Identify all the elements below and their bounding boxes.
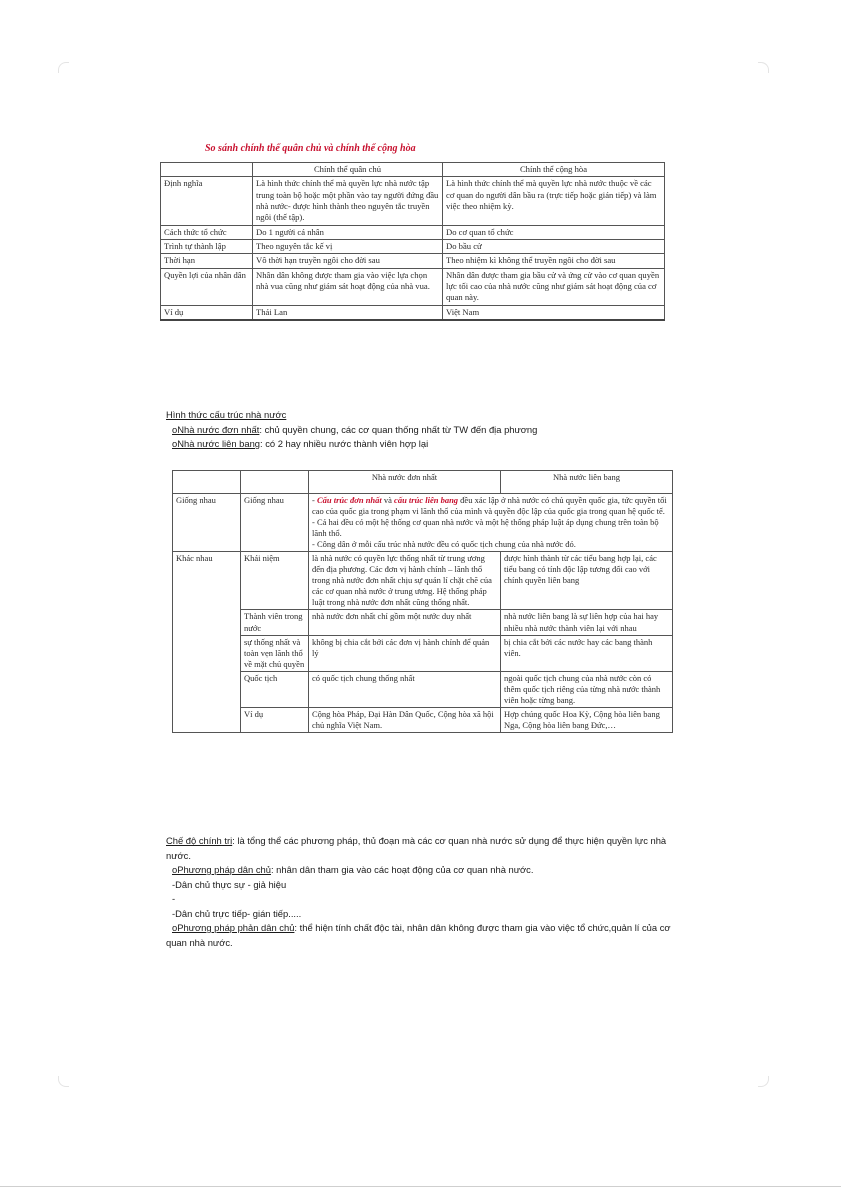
page-corner-mark (758, 1076, 769, 1087)
table-cell: Nhân dân không được tham gia vào việc lựa chọn nhà vua cũng như giám sát hoạt động của nhà vua. (253, 268, 443, 305)
highlight-text: cấu trúc liên bang (394, 495, 459, 505)
table-cell: Vô thời hạn truyền ngôi cho đời sau (253, 254, 443, 268)
table-cell: Hợp chúng quốc Hoa Kỳ, Cộng hòa liên bang Nga, Cộng hòa liên bang Đức,… (501, 707, 673, 732)
group-label: Khác nhau (173, 552, 241, 733)
comparison-table-monarchy-republic (160, 143, 664, 321)
row-label: Cách thức tổ chức (161, 225, 253, 239)
table-header-row (161, 163, 665, 177)
table-cell: được hình thành từ các tiểu bang hợp lại, các tiểu bang có tính độc lập tương đối cao với chính quyền liên bang (501, 552, 673, 610)
row-label: sự thống nhất và toàn vẹn lãnh thổ về mặt chủ quyền (241, 635, 309, 671)
table-cell: Do 1 người cá nhân (253, 225, 443, 239)
row-label: Thời hạn (161, 254, 253, 268)
row-label: Giống nhau (241, 494, 309, 552)
header-cell (173, 471, 241, 494)
table (172, 470, 673, 733)
table-row (161, 177, 665, 225)
cell-text: - Công dân ở mỗi cấu trúc nhà nước đều có quốc tịch chung của nhà nước đó. (312, 539, 576, 550)
table-cell: - Cấu trúc đơn nhất và cấu trúc liên bang đều xác lập ở nhà nước có chủ quyền quốc gia, tức quyền tối cao của quốc gia trong phạm vi lãnh thổ của mình và quyền độc lập của quốc gia trong quan hệ quốc tế. - Cả hai đều có một hệ thống cơ quan nhà nước và một hệ thống pháp luật áp dụng chung trên toàn bộ lãnh thổ. - Công dân ở mỗi cấu trúc nhà nước đều có quốc tịch chung của nhà nước đó. (309, 494, 673, 552)
table-cell: Cộng hòa Pháp, Đại Hàn Dân Quốc, Cộng hòa xã hội chủ nghĩa Việt Nam. (309, 707, 501, 732)
row-label: Khái niệm (241, 552, 309, 610)
table-title: So sánh chính thể quân chủ và chính thể cộng hòa (205, 143, 416, 154)
political-regime-section (166, 834, 686, 950)
list-item-text: : chủ quyền chung, các cơ quan thống nhất từ TW đến địa phương (259, 423, 538, 435)
list-item-label: oNhà nước liên bang (172, 438, 261, 449)
table-cell: Là hình thức chính thể mà quyền lực nhà nước tập trung toàn bộ hoặc một phần vào tay người đứng đầu nhà nước- được hình thành theo nguyên tắc truyền ngôi (thế tập). (253, 177, 443, 225)
section-heading: Chế độ chính trị (166, 835, 233, 846)
page-corner-mark (758, 62, 769, 73)
highlight-text: Cấu trúc đơn nhất (316, 495, 382, 505)
table-cell: Nhân dân được tham gia bầu cử và ứng cử vào cơ quan quyền lực tối cao của nhà nước cũng như giám sát hoạt động của cơ quan này. (443, 268, 665, 305)
comparison-table-unitary-federal (172, 470, 672, 733)
header-cell: Nhà nước đơn nhất (309, 471, 501, 494)
table-row (161, 268, 665, 305)
table-cell: nhà nước liên bang là sự liên hợp của hai hay nhiều nhà nước thành viên lại với nhau (501, 610, 673, 635)
table-row (161, 225, 665, 239)
table-row (161, 305, 665, 320)
row-label: Thành viên trong nước (241, 610, 309, 635)
table-cell: Theo nhiệm kì không thể truyền ngôi cho đời sau (443, 254, 665, 268)
section-heading: Hình thức cấu trúc nhà nước (166, 409, 287, 420)
row-label: Ví dụ (161, 305, 253, 320)
row-label: Ví dụ (241, 707, 309, 732)
table-cell: Việt Nam (443, 305, 665, 320)
list-item-text: : nhân dân tham gia vào các hoạt động của cơ quan nhà nước. (270, 864, 534, 875)
table-row (173, 610, 673, 635)
header-cell (241, 471, 309, 494)
header-cell: Chính thể quân chủ (253, 163, 443, 177)
page-corner-mark (58, 1076, 69, 1087)
table-row (173, 494, 673, 552)
table-cell: Theo nguyên tắc kế vị (253, 240, 443, 254)
row-label: Định nghĩa (161, 177, 253, 225)
table-cell: bị chia cắt bởi các nước hay các bang thành viên. (501, 635, 673, 671)
paragraph-text: : là tổng thể các phương pháp, thủ đoạn mà các cơ quan nhà nước sử dụng để thực hiện quyền lực nhà nước. (166, 835, 667, 861)
table-row (173, 635, 673, 671)
table-cell: ngoài quốc tịch chung của nhà nước còn có thêm quốc tịch riêng của từng nhà nước thành viên hoặc từng bang. (501, 671, 673, 707)
table-row (161, 254, 665, 268)
table-cell: Thái Lan (253, 305, 443, 320)
table-cell: là nhà nước có quyền lực thống nhất từ trung ương đến địa phương. Các đơn vị hành chính – lãnh thổ trong nhà nước đơn nhất chịu sự quản lí chặt chẽ của các cơ quan nhà nước ở trung ương. Hệ thống pháp luật trong nhà nước đơn nhất cũng thống nhất. (309, 552, 501, 610)
table-cell: nhà nước đơn nhất chỉ gồm một nước duy nhất (309, 610, 501, 635)
list-item-text: -Dân chủ trực tiếp- gián tiếp..... (172, 907, 302, 919)
header-cell: Chính thể cộng hòa (443, 163, 665, 177)
table (160, 162, 665, 321)
table-cell: có quốc tịch chung thống nhất (309, 671, 501, 707)
page-corner-mark (58, 62, 69, 73)
list-item-text: : thể hiện tính chất độc tài, nhân dân không được tham gia vào việc tổ chức,quản lí của cơ quan nhà nước. (166, 922, 671, 948)
table-header-row (173, 471, 673, 494)
table-row (173, 552, 673, 610)
table-row (173, 707, 673, 732)
row-label: Quyền lợi của nhân dân (161, 268, 253, 305)
connector-text: và (381, 495, 395, 505)
group-label: Giống nhau (173, 494, 241, 552)
table-cell: Là hình thức chính thể mà quyền lực nhà nước thuộc về các cơ quan do người dân bầu ra (trực tiếp hoặc gián tiếp) và làm việc theo nhiệm kỳ. (443, 177, 665, 225)
row-label: Quốc tịch (241, 671, 309, 707)
list-item-label: oNhà nước đơn nhất (172, 423, 260, 435)
table-row (161, 240, 665, 254)
list-item-text: : có 2 hay nhiều nước thành viên hợp lại (260, 438, 429, 449)
header-cell: Nhà nước liên bang (501, 471, 673, 494)
cell-text: - Cả hai đều có một hệ thống cơ quan nhà nước và một hệ thống pháp luật áp dụng chung trên toàn bộ lãnh thổ. (312, 517, 659, 539)
state-structure-section (166, 408, 686, 452)
header-cell (161, 163, 253, 177)
row-label: Trình tự thành lập (161, 240, 253, 254)
list-item-text: -Dân chủ thực sự - giả hiệu (172, 878, 287, 890)
table-cell: Do bầu cử (443, 240, 665, 254)
list-item-label: oPhương pháp phản dân chủ (172, 922, 295, 933)
table-cell: không bị chia cắt bởi các đơn vị hành chính để quản lý (309, 635, 501, 671)
table-cell: Do cơ quan tổ chức (443, 225, 665, 239)
list-item-text: - (172, 893, 176, 904)
cell-text: đều xác lập ở nhà nước có chủ quyền quốc gia, tức quyền tối cao của quốc gia trong phạm vi lãnh thổ của mình và quyền độc lập của quốc gia trong quan hệ quốc tế. (312, 495, 667, 517)
table-row (173, 671, 673, 707)
list-item-label: oPhương pháp dân chủ (172, 864, 271, 875)
page-bottom-border (0, 1186, 841, 1187)
